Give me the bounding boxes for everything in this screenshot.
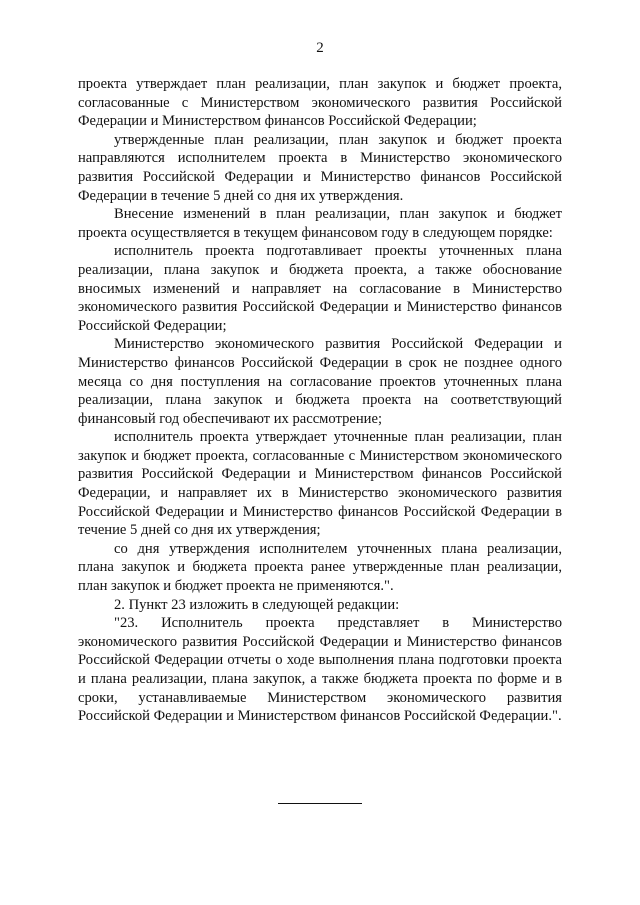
document-body <box>78 75 562 726</box>
paragraph: 2. Пункт 23 изложить в следующей редакции: <box>114 596 400 613</box>
paragraph: "23. Исполнитель проекта представляет в Министерство экономического развития Российской Федерации и Министерство финансов Российской Федерации отчеты о ходе выполнения плана подготовки проекта и плана реализации, плана закупок, а также бюджета проекта по форме и в сроки, устанавливаемые Министерством экономического развития Российской Федерации и Министерством финансов Российской Федерации.". <box>78 615 562 725</box>
page-number: 2 <box>316 40 324 56</box>
paragraph: исполнитель проекта подготавливает проекты уточненных плана реализации, плана закупок и бюджета проекта, а также обоснование вносимых изменений и направляет на согласование в Министерство экономического развития Российской Федерации и Министерство финансов Российской Федерации; <box>78 243 562 334</box>
paragraph: со дня утверждения исполнителем уточненных плана реализации, плана закупок и бюджета проекта ранее утвержденные план реализации, план закупок и бюджет проекта не применяются.". <box>78 540 562 595</box>
paragraph: Министерство экономического развития Российской Федерации и Министерство финансов Российской Федерации в срок не позднее одного месяца со дня поступления на согласование проектов уточненных плана реализации, плана закупок и бюджета проекта на соответствующий финансовый год обеспечивают их рассмотрение; <box>78 336 562 427</box>
paragraph-continuation: проекта утверждает план реализации, план закупок и бюджет проекта, согласованные с Министерством экономического развития Российской Федерации и Министерством финансов Российской Федерации; <box>78 76 562 130</box>
paragraph: исполнитель проекта утверждает уточненные план реализации, план закупок и бюджет проекта, согласованные с Министерством экономического развития Российской Федерации и Министерством финансов Российской Федерации, и направляет их в Министерство экономического развития Российской Федерации и Министерство финансов Российской Федерации в течение 5 дней со дня их утверждения; <box>78 429 562 539</box>
paragraph: утвержденные план реализации, план закупок и бюджет проекта направляются исполнителем проекта в Министерство экономического развития Российской Федерации и Министерство финансов Российской Федерации в течение 5 дней со дня их утверждения. <box>78 131 562 204</box>
paragraph: Внесение изменений в план реализации, план закупок и бюджет проекта осуществляется в текущем финансовом году в следующем порядке: <box>78 206 562 241</box>
closing-divider-line <box>278 803 362 804</box>
